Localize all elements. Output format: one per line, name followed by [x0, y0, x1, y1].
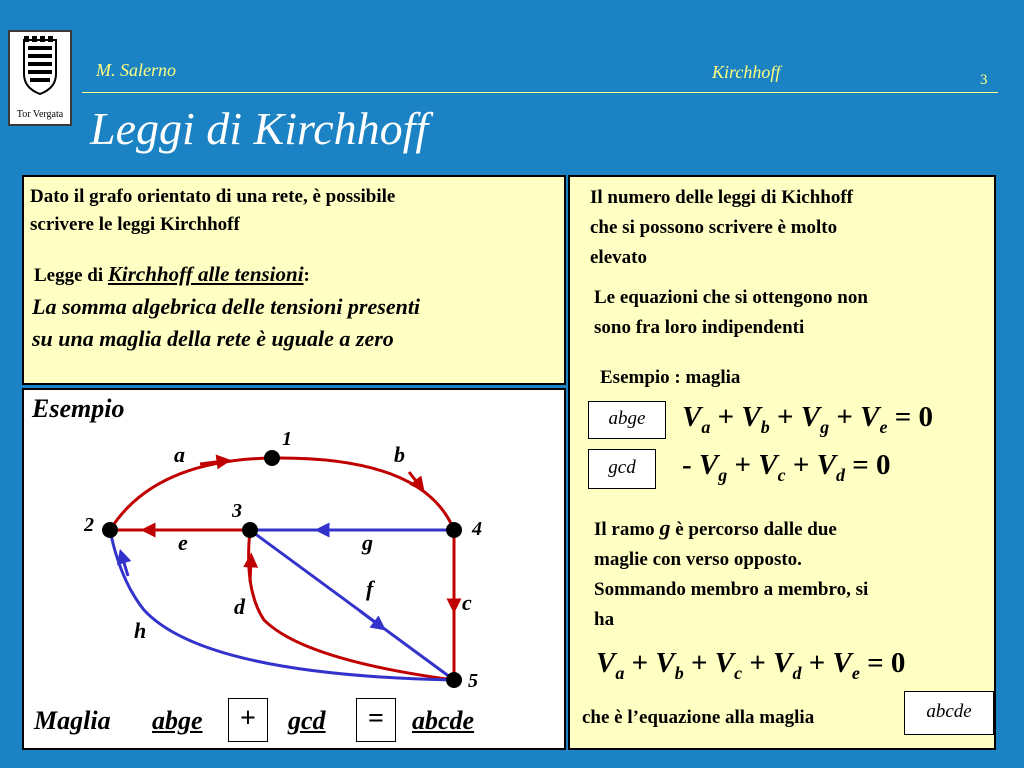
- node-label-4: 4: [472, 518, 482, 540]
- author-label: M. Salerno: [96, 60, 176, 80]
- circuit-graph: [24, 390, 564, 748]
- university-logo: [8, 30, 72, 126]
- loop-abge: abge: [152, 706, 203, 735]
- header-divider: [82, 92, 998, 93]
- law-statement: La somma algebrica delle tensioni presenti su una maglia della rete è uguale a zero: [32, 294, 421, 351]
- formula-label: Maglia: [34, 706, 111, 735]
- conclusion-text: che è l’equazione alla maglia: [582, 707, 815, 728]
- node-label-3: 3: [232, 500, 242, 522]
- branch-label-d: d: [234, 594, 245, 619]
- branch-label-a: a: [174, 442, 185, 467]
- branch-label-b: b: [394, 442, 405, 467]
- node-label-1: 1: [282, 428, 292, 450]
- branch-a: [110, 458, 272, 530]
- branch-label-g: g: [362, 530, 373, 555]
- branch-label-h: h: [134, 618, 147, 643]
- branch-label-c: c: [462, 590, 472, 615]
- node-label-5: 5: [468, 670, 478, 692]
- definition-intro: Dato il grafo orientato di una rete, è possibile scrivere le leggi Kirchhoff: [30, 186, 396, 235]
- tower-icon: [10, 32, 70, 102]
- law-heading: Legge di Kirchhoff alle tensioni:: [34, 262, 310, 286]
- node-5: [446, 672, 462, 688]
- independence-text: Le equazioni che si ottengono non sono fra loro indipendenti: [594, 287, 868, 338]
- branch-b: [272, 458, 454, 530]
- loop-abcde: abcde: [412, 706, 475, 735]
- node-3: [242, 522, 258, 538]
- node-4: [446, 522, 462, 538]
- equation-abge: $V_a + V_b + V_g + V_e = 0$: [682, 401, 933, 437]
- tag-abcde: abcde: [904, 691, 994, 735]
- branch-label-f: f: [366, 576, 374, 601]
- equation-sum: $V_a + V_b + V_c + V_d + V_e = 0$: [596, 647, 906, 683]
- plus-operator: +: [228, 698, 268, 742]
- equation-gcd: - $V_g + V_c + V_d = 0$: [682, 449, 891, 485]
- example-box: [22, 388, 566, 750]
- node-label-2: 2: [84, 514, 94, 536]
- explanation-box: [568, 175, 996, 750]
- logo-label: Tor Vergata: [16, 109, 64, 120]
- tag-abge: abge: [588, 401, 666, 439]
- loop-gcd: gcd: [288, 706, 326, 735]
- branch-f: [250, 530, 454, 680]
- example-loop-label: Esempio : maglia: [600, 367, 741, 388]
- equations-count-text: Il numero delle leggi di Kichhoff che si possono scrivere è molto elevato: [590, 187, 854, 268]
- equals-operator: =: [356, 698, 396, 742]
- branch-label-e: e: [178, 530, 188, 555]
- slide-title: Leggi di Kirchhoff: [90, 103, 429, 154]
- node-1: [264, 450, 280, 466]
- branch-g-explanation: Il ramo g è percorso dalle due maglie con verso opposto. Sommando membro a membro, si ha: [594, 515, 869, 630]
- tag-gcd: gcd: [588, 449, 656, 489]
- topic-label: Kirchhoff: [712, 62, 781, 82]
- page-number: 3: [980, 72, 988, 88]
- definition-box: [22, 175, 566, 385]
- law-link[interactable]: Kirchhoff alle tensioni: [107, 262, 304, 286]
- node-2: [102, 522, 118, 538]
- example-title: Esempio: [32, 394, 125, 423]
